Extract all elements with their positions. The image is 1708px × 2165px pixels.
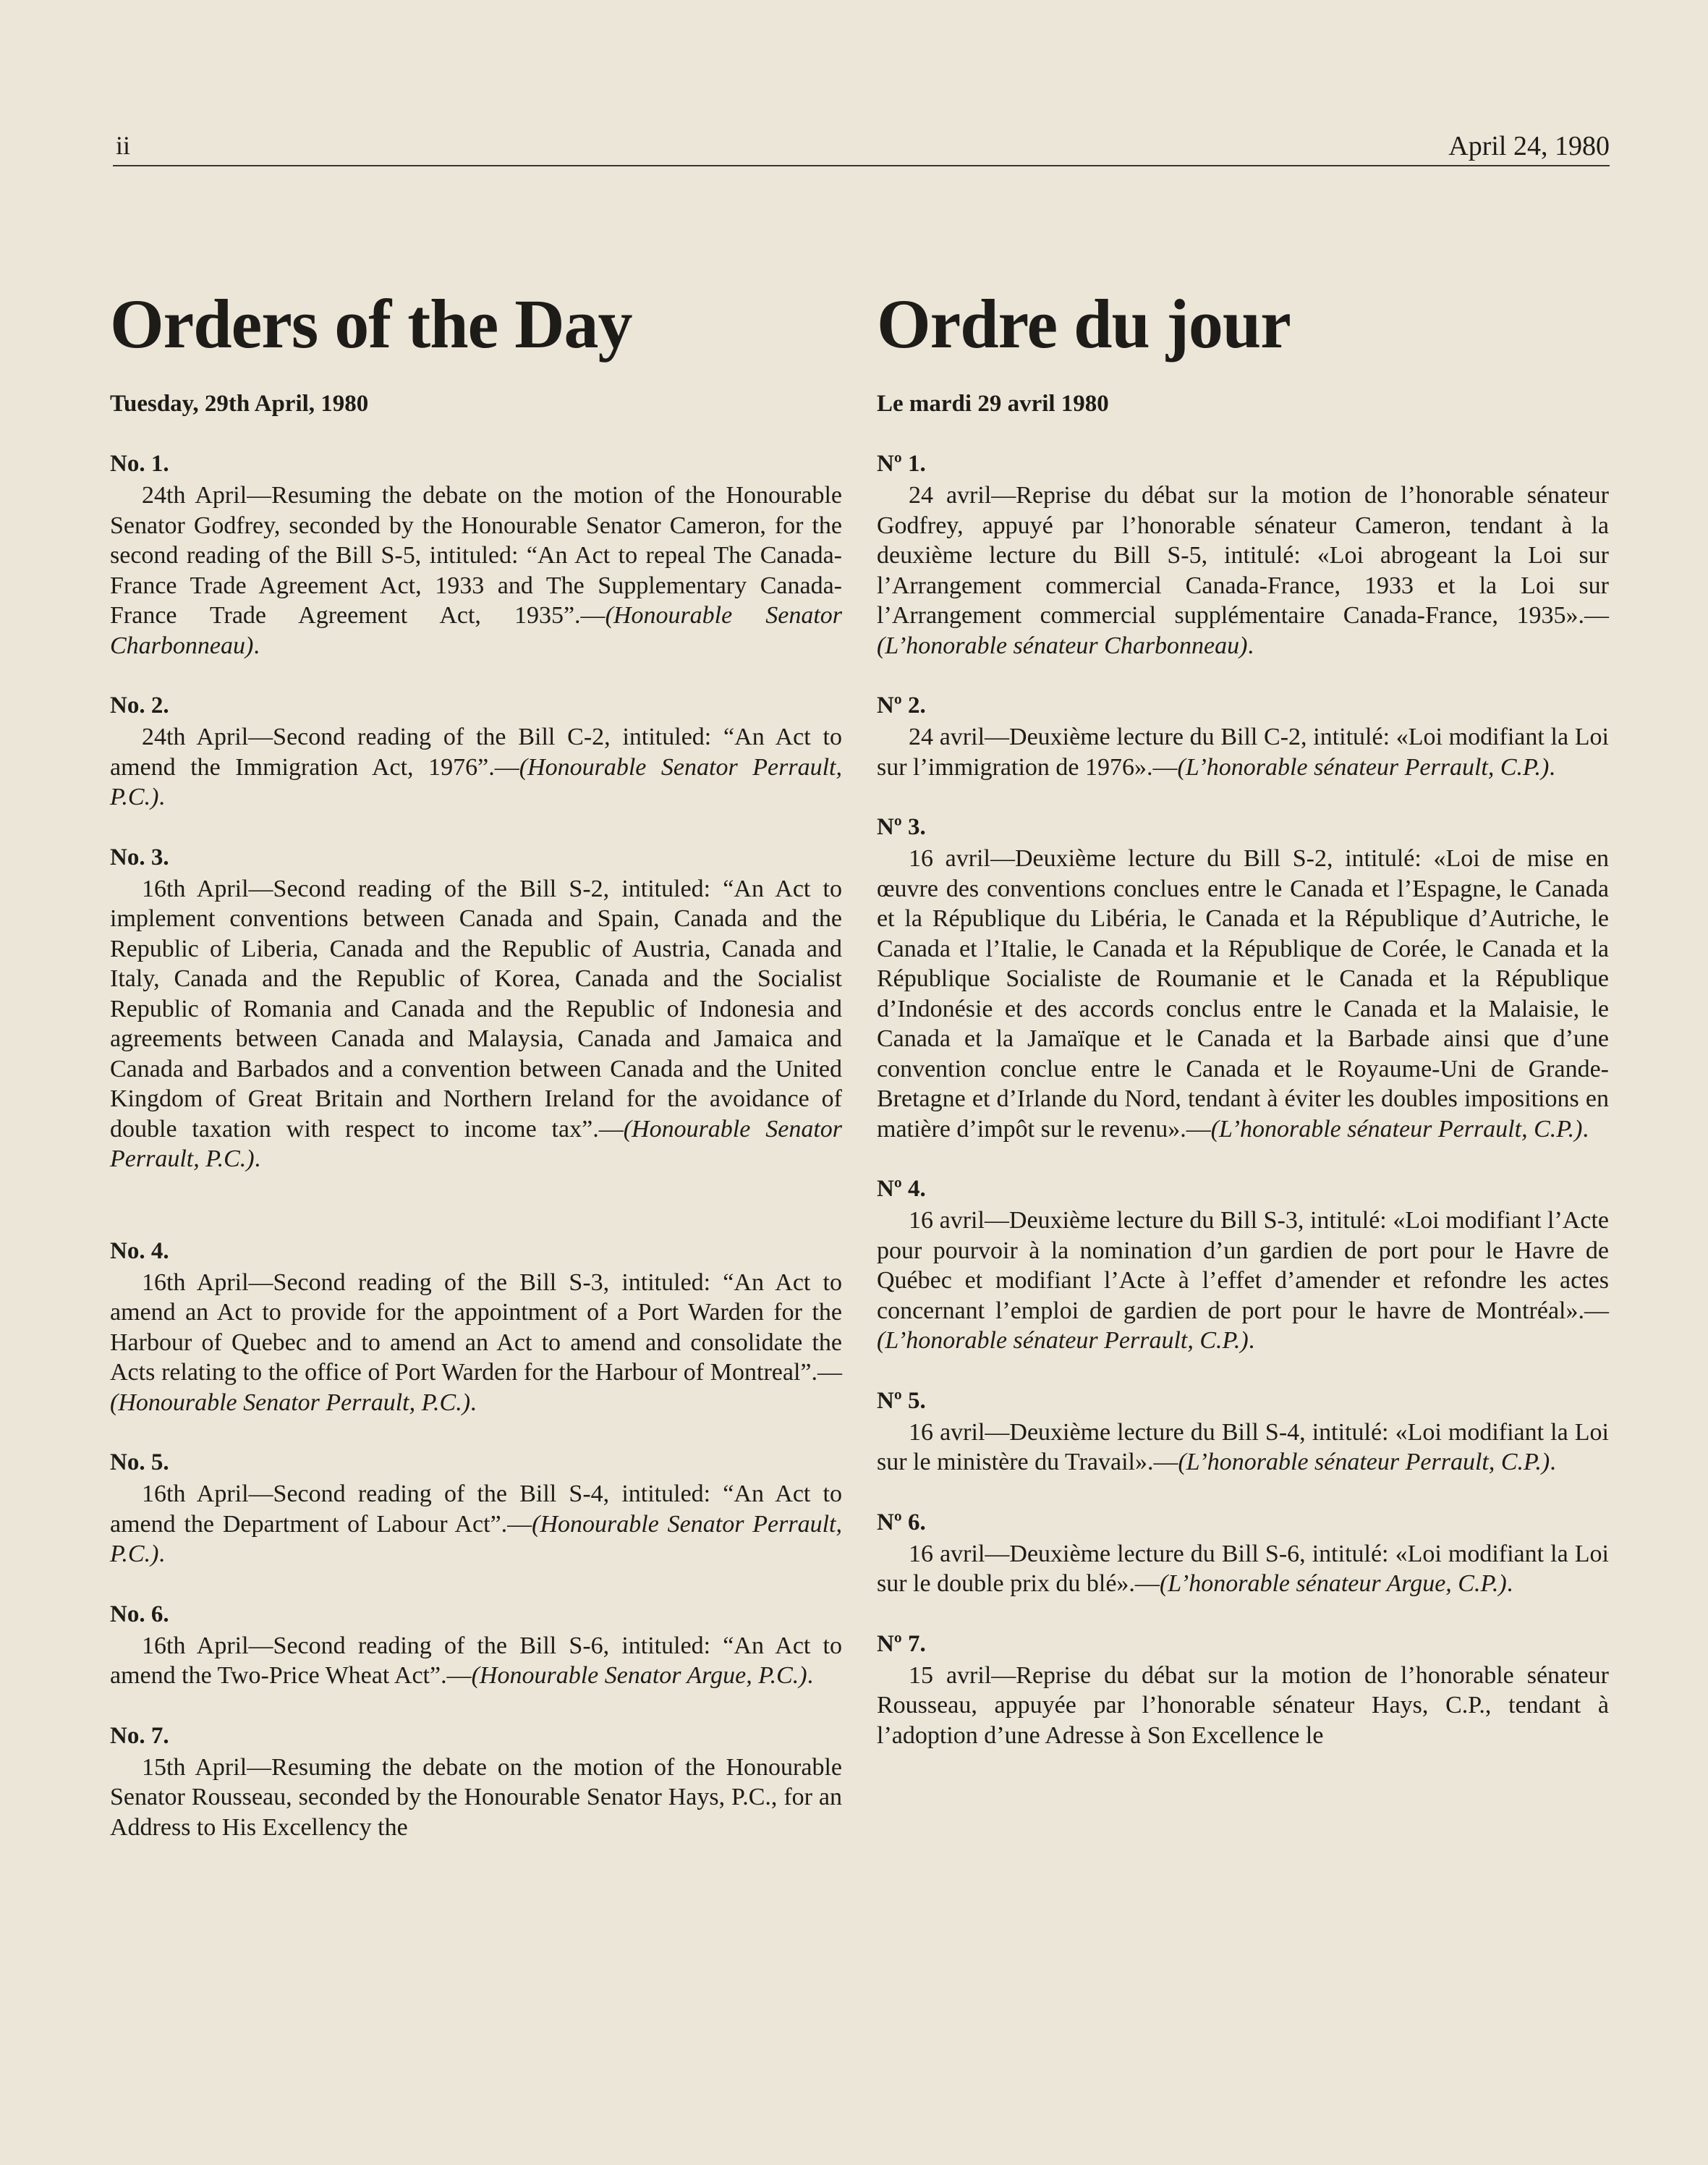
english-item-5 [110,1449,842,1569]
page-number: ii [116,131,131,160]
english-item-1 [110,451,842,661]
french-title: Ordre du jour [877,285,1291,363]
header-rule [113,165,1610,166]
item-number: Nº 6. [877,1509,926,1535]
item-sponsor: (Honourable Senator Charbonneau) [110,602,843,659]
item-text: 16 avril—Deuxième lecture du Bill S-2, intitulé: «Loi de mise en œuvre des conventions conclues entre le Canada et l’Espagne, le Canada et la République du Libéria, le Canada et la République d’Autriche, le Canada et l’Italie, le Canada et la République de Corée, le Canada et la République Socialiste de Roumanie et le Canada et la République d’Indonésie et des accords conclus entre le Canada et la Malaisie, le Canada et la Jamaïque et le Canada et la Barbade ainsi que d’une convention conclue entre le Canada et le Royaume-Uni de Grande-Bretagne et d’Irlande du Nord, tendant à éviter les doubles impositions en matière d’impôt sur le revenu».—(L’honorable sénateur Perrault, C.P.). [877,845,1609,1143]
item-number: Nº 7. [877,1630,926,1657]
french-item-3 [877,814,1609,1144]
item-number: Nº 3. [877,814,926,840]
item-sponsor: (Honourable Senator Perrault, P.C.) [110,1510,842,1567]
item-sponsor: (Honourable Senator Argue, P.C.) [471,1662,807,1689]
page-date: April 24, 1980 [1448,131,1610,161]
english-column [110,285,843,1874]
item-text: 16th April—Second reading of the Bill S-3, intituled: “An Act to amend an Act to provide for the appointment of a Port Warden for the Harbour of Quebec and to amend an Act to amend and consolidate the Acts relating to the office of Port Warden for the Harbour of Montreal”.—(Honourable Senator Perrault, P.C.). [110,1268,842,1416]
item-text: 16th April—Second reading of the Bill S-6, intituled: “An Act to amend the Two-Price Wheat Act”.—(Honourable Senator Argue, P.C.). [110,1632,842,1689]
item-sponsor: (L’honorable sénateur Perrault, C.P.) [1178,1449,1550,1475]
english-item-6 [110,1601,842,1691]
english-item-3 [110,844,842,1174]
french-item-6 [877,1509,1609,1599]
item-text: 24 avril—Reprise du débat sur la motion de l’honorable sénateur Godfrey, appuyé par l’honorable sénateur Cameron, tendant à la deuxième lecture du Bill S-5, intitulé: «Loi abrogeant la Loi sur l’Arrangement commercial Canada-France, 1933 et la Loi sur l’Arrangement commercial supplémentaire Canada-France, 1935».—(L’honorable sénateur Charbonneau). [877,482,1609,659]
item-text: 16th April—Second reading of the Bill S-2, intituled: “An Act to implement conventions between Canada and Spain, Canada and the Republic of Liberia, Canada and the Republic of Austria, Canada and Italy, Canada and the Republic of Korea, Canada and the Socialist Republic of Romania and Canada and the Republic of Indonesia and agreements between Canada and Malaysia, Canada and Jamaica and Canada and Barbados and a convention between Canada and the United Kingdom of Great Britain and Northern Ireland for the avoidance of double taxation with respect to income tax”.—(Honourable Senator Perrault, P.C.). [110,875,842,1172]
item-number: No. 6. [110,1601,169,1627]
english-item-7 [110,1723,842,1843]
english-date: Tuesday, 29th April, 1980 [110,391,369,417]
french-item-1 [877,451,1609,661]
item-number: Nº 2. [877,692,926,719]
english-item-4 [110,1238,842,1418]
item-text: 24th April—Second reading of the Bill C-2, intituled: “An Act to amend the Immigration Act, 1976”.—(Honourable Senator Perrault, P.C.). [110,724,842,810]
english-item-2 [110,692,842,813]
french-item-5 [877,1388,1609,1478]
item-sponsor: (Honourable Senator Perrault, P.C.) [110,753,842,810]
item-sponsor: (Honourable Senator Perrault, P.C.) [110,1389,471,1416]
item-text: 24 avril—Deuxième lecture du Bill C-2, intitulé: «Loi modifiant la Loi sur l’immigration de 1976».—(L’honorable sénateur Perrault, C.P.). [877,724,1609,781]
item-text: 16 avril—Deuxième lecture du Bill S-4, intitulé: «Loi modifiant la Loi sur le ministère du Travail».—(L’honorable sénateur Perrault, C.P.). [877,1418,1609,1475]
item-number: Nº 5. [877,1387,926,1414]
item-sponsor: (L’honorable sénateur Perrault, C.P.) [1210,1115,1583,1143]
french-item-2 [877,692,1609,782]
item-number: No. 4. [110,1237,169,1264]
item-sponsor: (Honourable Senator Perrault, P.C.) [110,1115,842,1172]
item-number: No. 7. [110,1722,169,1749]
item-text: 16 avril—Deuxième lecture du Bill S-3, intitulé: «Loi modifiant l’Acte pour pourvoir à la nomination d’un gardien de port pour le Havre de Québec et modifiant l’Acte à l’effet d’amender et refondre les actes concernant l’emploi de gardien de port pour le havre de Montréal».—(L’honorable sénateur Perrault, C.P.). [877,1207,1609,1354]
item-text: 24th April—Resuming the debate on the motion of the Honourable Senator Godfrey, seconded by the Honourable Senator Cameron, for the second reading of the Bill S-5, intituled: “An Act to repeal The Canada-France Trade Agreement Act, 1933 and The Supplementary Canada-France Trade Agreement Act, 1935”.—(Honourable Senator Charbonneau). [110,482,843,659]
item-number: No. 5. [110,1449,169,1475]
item-number: No. 2. [110,692,169,719]
french-column [877,285,1609,1782]
item-number: No. 3. [110,844,169,870]
french-item-4 [877,1176,1609,1356]
item-number: Nº 1. [877,451,926,477]
french-item-7 [877,1631,1609,1751]
item-number: Nº 4. [877,1176,926,1202]
item-text: 16 avril—Deuxième lecture du Bill S-6, intitulé: «Loi modifiant la Loi sur le double prix du blé».—(L’honorable sénateur Argue, C.P.). [877,1540,1609,1597]
item-text: 15 avril—Reprise du débat sur la motion de l’honorable sénateur Rousseau, appuyée par l’honorable sénateur Hays, C.P., tendant à l’adoption d’une Adresse à Son Excellence le [877,1661,1609,1749]
item-text: 16th April—Second reading of the Bill S-4, intituled: “An Act to amend the Department of Labour Act”.—(Honourable Senator Perrault, P.C.). [110,1480,842,1567]
item-sponsor: (L’honorable sénateur Perrault, C.P.) [877,1327,1249,1354]
item-text: 15th April—Resuming the debate on the motion of the Honourable Senator Rousseau, seconded by the Honourable Senator Hays, P.C., for an Address to His Excellency the [110,1753,842,1841]
french-date: Le mardi 29 avril 1980 [877,391,1109,417]
english-title: Orders of the Day [110,285,632,363]
item-sponsor: (L’honorable sénateur Charbonneau) [877,632,1248,659]
item-sponsor: (L’honorable sénateur Perrault, C.P.) [1177,753,1550,781]
item-number: No. 1. [110,451,169,477]
item-sponsor: (L’honorable sénateur Argue, C.P.) [1159,1570,1507,1597]
